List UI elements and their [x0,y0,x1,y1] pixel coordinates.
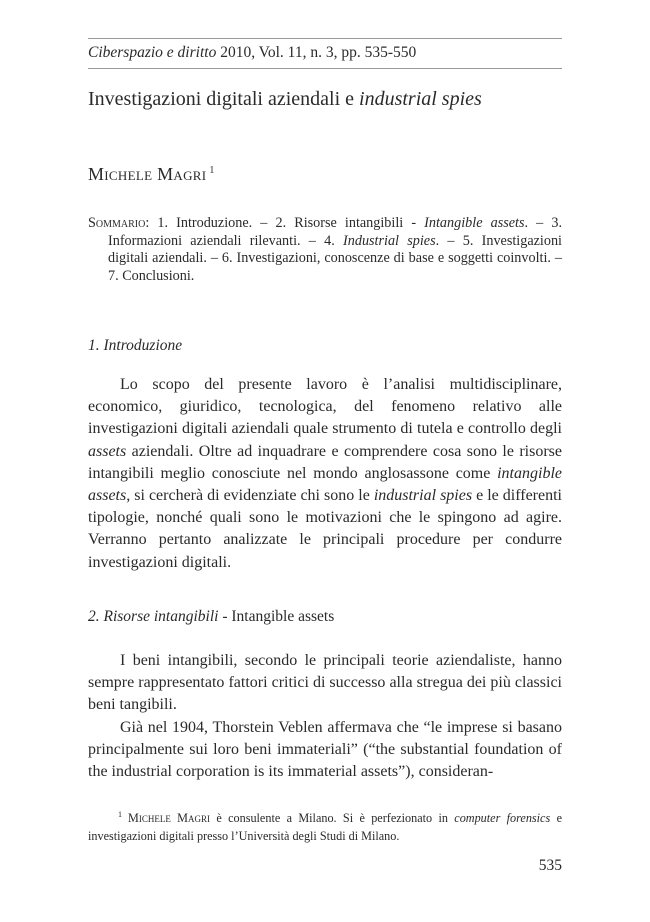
abstract-label: Sommario: [88,215,150,231]
section-2-body [88,650,562,783]
footnote-text: è consulente a Milano. Si è perfezionato in [210,811,455,825]
paragraph [88,374,562,574]
abstract-text: . – 5. Investigazioni digitali aziendali. – 6. Investigazioni, conoscenze di base e soggetti coinvolti. – 7. Conclusioni. [108,232,563,284]
journal-name: Ciberspazio e diritto [88,44,217,61]
page-number: 535 [538,857,562,874]
footnote [88,806,562,845]
section-heading-text: 2. Risorse intangibili [88,608,219,625]
abstract-italic: Intangible assets [424,215,525,231]
paragraph-text: e le differenti tipologie, nonché quali sono le motivazioni che le spingono ad agire. Verranno pertanto analizzate le principali procedure per condurre investigazioni digitali. [88,487,562,571]
footnote-text: e investigazioni digitali presso l’Università degli Studi di Milano. [88,811,562,843]
abstract-text: 1. Introduzione. – 2. Risorse intangibili - [149,215,425,231]
author-name: Michele Magri [88,164,207,184]
paragraph: Già nel 1904, Thorstein Veblen affermava che “le imprese si basano principalmente sui loro beni immateriali” (“the substantial foundation of the industrial corporation is its immaterial assets”), consideran- [88,718,562,781]
section-heading-text: 1. Introduzione [88,337,183,354]
footnote-italic: computer forensics [454,811,551,825]
footnote-mark: 1 [118,810,122,819]
abstract-text: . – 3. Informazioni aziendali rilevanti. – 4. [108,215,562,249]
section-heading-1 [88,336,182,356]
abstract [88,215,562,285]
paragraph: I beni intangibili, secondo le principali teorie aziendaliste, hanno sempre rappresentato fattori critici di successo alla stregua dei più classici beni tangibili. [88,652,562,714]
running-head [88,38,562,69]
author-footnote-mark[interactable]: 1 [209,165,215,176]
title-main: Investigazioni digitali aziendali e [88,88,355,110]
footnote-author: Michele Magri [128,811,211,825]
paragraph-text: Lo scopo del presente lavoro è l’analisi multidisciplinare, economico, giuridico, tecnologica, del fenomeno relativo alle investigazioni digitali aziendali quale strumento di tutela e controllo degli [88,376,562,438]
abstract-italic: Industrial spies [343,232,436,249]
paragraph-italic: intangible assets [88,464,562,505]
paragraph-italic: assets [88,442,127,460]
title-italic: industrial spies [359,88,482,110]
journal-details: 2010, Vol. 11, n. 3, pp. 535-550 [220,44,417,61]
author [88,160,215,185]
paragraph-text: aziendali. Oltre ad inquadrare e comprendere cosa sono le risorse intangibili meglio conosciute nel mondo anglosassone come [88,442,562,482]
paragraph-text: , si cercherà di evidenziate chi sono le [126,487,374,505]
article-title [88,86,562,112]
section-1-body [88,374,562,574]
section-heading-rest: - Intangible assets [218,608,335,625]
section-heading-2 [88,607,334,627]
paragraph-italic: industrial spies [373,487,473,505]
